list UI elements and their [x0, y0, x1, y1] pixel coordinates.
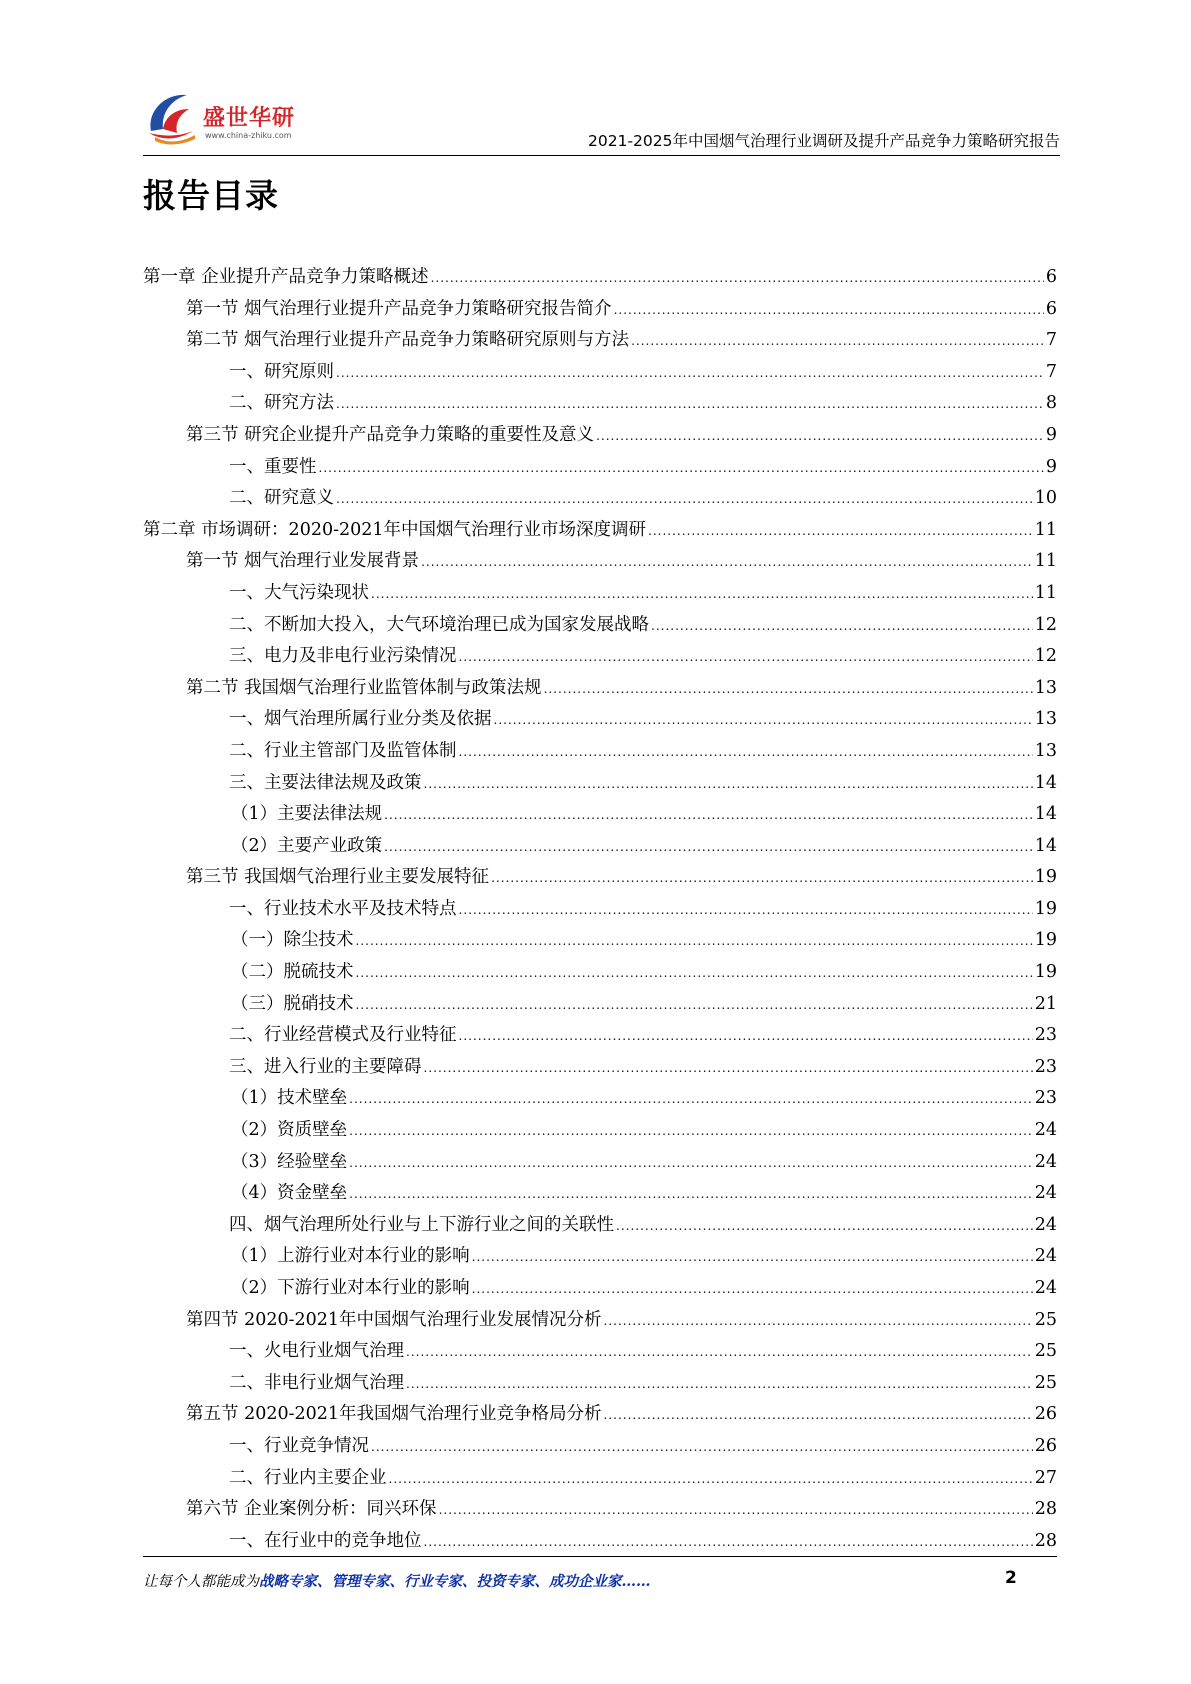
toc-entry-page: 19 [1034, 962, 1057, 983]
toc-entry-title: 第二章 市场调研：2020-2021年中国烟气治理行业市场深度调研 [143, 519, 647, 540]
toc-entry-page: 13 [1034, 709, 1057, 730]
toc-entry-title: 二、研究方法 [229, 393, 334, 414]
slogan-prefix: 让每个人都能成为 [143, 1574, 259, 1590]
toc-entry-page: 28 [1034, 1530, 1057, 1551]
toc-entry-title: 第三节 研究企业提升产品竞争力策略的重要性及意义 [186, 424, 595, 445]
toc-entry-title: 第五节 2020-2021年我国烟气治理行业竞争格局分析 [186, 1404, 602, 1425]
toc-entry-title: 一、烟气治理所属行业分类及依据 [229, 709, 492, 730]
toc-leader-dots [459, 1029, 1033, 1043]
toc-entry[interactable] [143, 990, 1057, 1022]
page-header [143, 85, 1060, 157]
toc-entry-page: 14 [1034, 835, 1057, 856]
toc-entry-page: 11 [1034, 519, 1057, 540]
toc-entry-page: 10 [1034, 488, 1057, 509]
toc-entry-page: 28 [1034, 1499, 1057, 1520]
toc-entry[interactable] [143, 1464, 1057, 1496]
toc-entry-title: 二、行业内主要企业 [229, 1467, 387, 1488]
toc-entry-title: （1）上游行业对本行业的影响 [231, 1246, 470, 1267]
toc-entry-title: 一、在行业中的竞争地位 [229, 1530, 422, 1551]
page-title: 报告目录 [143, 176, 279, 215]
toc-leader-dots [384, 840, 1033, 854]
toc-entry-title: （2）主要产业政策 [231, 835, 383, 856]
toc-entry-title: 一、研究原则 [229, 361, 334, 382]
toc-entry-title: 三、主要法律法规及政策 [229, 772, 422, 793]
toc-entry-title: （1）技术壁垒 [231, 1088, 348, 1109]
toc-entry-title: 三、电力及非电行业污染情况 [229, 646, 457, 667]
toc-leader-dots [349, 1092, 1033, 1106]
toc-leader-dots [349, 1124, 1033, 1138]
toc-entry-page: 23 [1034, 1025, 1057, 1046]
toc-entry[interactable] [143, 263, 1057, 295]
toc-entry-page: 21 [1034, 993, 1057, 1014]
toc-entry-page: 6 [1045, 298, 1057, 319]
toc-entry-title: （三）脱硝技术 [231, 993, 354, 1014]
toc-entry-page: 24 [1034, 1151, 1057, 1172]
toc-entry-title: 第二节 烟气治理行业提升产品竞争力策略研究原则与方法 [186, 330, 630, 351]
toc-leader-dots [424, 1535, 1033, 1549]
toc-leader-dots [421, 555, 1033, 569]
toc-entry-page: 7 [1045, 330, 1057, 351]
toc-leader-dots [472, 1250, 1033, 1264]
toc-entry-title: 三、进入行业的主要障碍 [229, 1056, 422, 1077]
toc-entry-page: 19 [1034, 930, 1057, 951]
toc-entry-title: 第二节 我国烟气治理行业监管体制与政策法规 [186, 677, 542, 698]
toc-entry[interactable] [143, 1432, 1057, 1464]
toc-leader-dots [472, 1282, 1033, 1296]
toc-leader-dots [384, 808, 1033, 822]
toc-entry[interactable] [143, 484, 1057, 516]
toc-entry-page: 13 [1034, 740, 1057, 761]
toc-entry[interactable] [143, 1148, 1057, 1180]
toc-entry[interactable] [143, 1242, 1057, 1274]
toc-entry-page: 24 [1034, 1120, 1057, 1141]
toc-entry-title: （二）脱硫技术 [231, 962, 354, 983]
toc-entry-title: 第四节 2020-2021年中国烟气治理行业发展情况分析 [186, 1309, 602, 1330]
toc-leader-dots [406, 1377, 1033, 1391]
toc-entry[interactable] [143, 958, 1057, 990]
toc-entry-page: 13 [1034, 677, 1057, 698]
toc-entry-title: （4）资金壁垒 [231, 1183, 348, 1204]
toc-entry[interactable] [143, 611, 1057, 643]
toc-entry[interactable] [143, 516, 1057, 548]
toc-leader-dots [371, 1440, 1033, 1454]
logo-name: 盛世华研 [203, 106, 296, 131]
toc-leader-dots [431, 271, 1044, 285]
toc-entry-page: 12 [1034, 614, 1057, 635]
toc-leader-dots [459, 903, 1033, 917]
toc-leader-dots [389, 1472, 1033, 1486]
toc-leader-dots [356, 934, 1033, 948]
toc-entry-title: 二、行业主管部门及监管体制 [229, 740, 457, 761]
toc-entry[interactable] [143, 1084, 1057, 1116]
toc-leader-dots [319, 461, 1044, 475]
toc-entry[interactable] [143, 1337, 1057, 1369]
toc-leader-dots [616, 1219, 1033, 1233]
toc-entry[interactable] [143, 832, 1057, 864]
toc-entry[interactable] [143, 737, 1057, 769]
toc-leader-dots [604, 1314, 1033, 1328]
toc-leader-dots [459, 745, 1033, 759]
toc-entry[interactable] [143, 895, 1057, 927]
toc-entry-page: 25 [1034, 1341, 1057, 1362]
toc-entry-title: （2）下游行业对本行业的影响 [231, 1278, 470, 1298]
toc-entry[interactable] [143, 1116, 1057, 1148]
toc-entry[interactable] [143, 1274, 1057, 1306]
toc-entry[interactable] [143, 358, 1057, 390]
toc-entry-title: 第三节 我国烟气治理行业主要发展特征 [186, 867, 490, 888]
toc-leader-dots [544, 682, 1033, 696]
toc-leader-dots [406, 1345, 1033, 1359]
toc-entry-page: 11 [1034, 551, 1057, 572]
toc-entry-page: 24 [1034, 1214, 1057, 1235]
toc-entry[interactable] [143, 863, 1057, 895]
toc-entry-page: 9 [1045, 456, 1057, 477]
toc-entry[interactable] [143, 1495, 1057, 1527]
toc-entry[interactable] [143, 1306, 1057, 1338]
toc-entry[interactable] [143, 326, 1057, 358]
toc-entry-title: 二、非电行业烟气治理 [229, 1372, 404, 1393]
toc-entry[interactable] [143, 547, 1057, 579]
toc-entry-page: 11 [1034, 582, 1057, 603]
toc-leader-dots [336, 397, 1044, 411]
toc-entry-page: 24 [1034, 1246, 1057, 1267]
toc-entry-title: 第一节 烟气治理行业发展背景 [186, 551, 420, 572]
toc-entry-title: 二、研究意义 [229, 488, 334, 509]
toc-entry-page: 25 [1034, 1309, 1057, 1330]
toc-leader-dots [614, 303, 1044, 317]
toc-entry-title: 第六节 企业案例分析：同兴环保 [186, 1499, 437, 1520]
toc-entry-title: （3）经验壁垒 [231, 1151, 348, 1172]
logo-emblem-icon [143, 87, 205, 147]
toc-entry[interactable] [143, 674, 1057, 706]
toc-entry-page: 19 [1034, 867, 1057, 888]
toc-entry-title: （一）除尘技术 [231, 930, 354, 951]
footer-slogan [143, 1570, 651, 1591]
toc-entry[interactable] [143, 389, 1057, 421]
toc-leader-dots [439, 1503, 1033, 1517]
toc-entry[interactable] [143, 1211, 1057, 1243]
toc-leader-dots [424, 1061, 1033, 1075]
toc-entry-page: 26 [1034, 1404, 1057, 1425]
toc-leader-dots [604, 1408, 1033, 1422]
toc-entry-title: 第一节 烟气治理行业提升产品竞争力策略研究报告简介 [186, 298, 612, 319]
toc-entry[interactable] [143, 453, 1057, 485]
toc-entry-title: （2）资质壁垒 [231, 1120, 348, 1141]
toc-entry-page: 23 [1034, 1088, 1057, 1109]
toc-leader-dots [631, 334, 1044, 348]
toc-entry-page: 8 [1045, 393, 1057, 414]
toc-entry[interactable] [143, 579, 1057, 611]
toc-entry-page: 25 [1034, 1372, 1057, 1393]
toc-entry-title: （1）主要法律法规 [231, 804, 383, 825]
toc-entry[interactable] [143, 421, 1057, 453]
toc-entry-page: 7 [1045, 361, 1057, 382]
company-logo [143, 85, 313, 151]
toc-leader-dots [424, 777, 1033, 791]
toc-entry-title: 第一章 企业提升产品竞争力策略概述 [143, 267, 429, 287]
toc-leader-dots [349, 1187, 1033, 1201]
toc-entry-page: 26 [1034, 1435, 1057, 1456]
toc-leader-dots [371, 587, 1033, 601]
toc-leader-dots [491, 871, 1033, 885]
toc-entry-page: 23 [1034, 1056, 1057, 1077]
toc-entry-title: 一、重要性 [229, 456, 317, 477]
toc-entry-title: 一、行业竞争情况 [229, 1435, 369, 1456]
logo-url: www.china-zhiku.com [205, 131, 292, 140]
toc-leader-dots [349, 1156, 1033, 1170]
toc-entry[interactable] [143, 1179, 1057, 1211]
toc-entry[interactable] [143, 705, 1057, 737]
toc-leader-dots [596, 429, 1044, 443]
toc-entry-title: 二、行业经营模式及行业特征 [229, 1025, 457, 1046]
toc-entry[interactable] [143, 1021, 1057, 1053]
toc-leader-dots [648, 524, 1033, 538]
toc-entry-title: 四、烟气治理所处行业与上下游行业之间的关联性 [229, 1214, 614, 1235]
header-divider [143, 155, 1060, 156]
toc-entry-title: 一、行业技术水平及技术特点 [229, 898, 457, 919]
toc-entry-page: 6 [1045, 267, 1057, 287]
report-title: 2021-2025年中国烟气治理行业调研及提升产品竞争力策略研究报告 [588, 132, 1060, 150]
toc-entry-title: 一、大气污染现状 [229, 582, 369, 603]
toc-entry[interactable] [143, 1400, 1057, 1432]
slogan-highlight: 战略专家、管理专家、行业专家、投资专家、成功企业家…… [259, 1573, 651, 1590]
toc-leader-dots [459, 650, 1033, 664]
footer-divider [143, 1556, 1057, 1557]
toc-entry-page: 19 [1034, 898, 1057, 919]
toc-leader-dots [336, 366, 1044, 380]
toc-entry[interactable] [143, 926, 1057, 958]
toc-entry-title: 二、不断加大投入，大气环境治理已成为国家发展战略 [229, 614, 649, 635]
toc-entry-title: 一、火电行业烟气治理 [229, 1341, 404, 1362]
toc-entry-page: 24 [1034, 1278, 1057, 1298]
toc-leader-dots [356, 998, 1033, 1012]
toc-entry[interactable] [143, 1369, 1057, 1401]
toc-entry[interactable] [143, 642, 1057, 674]
toc-entry[interactable] [143, 769, 1057, 801]
table-of-contents [143, 263, 1057, 1558]
toc-entry[interactable] [143, 295, 1057, 327]
toc-entry-page: 9 [1045, 424, 1057, 445]
toc-entry-page: 12 [1034, 646, 1057, 667]
toc-entry[interactable] [143, 800, 1057, 832]
toc-leader-dots [651, 619, 1033, 633]
page-number: 2 [1005, 1568, 1017, 1588]
toc-leader-dots [494, 713, 1033, 727]
toc-entry[interactable] [143, 1527, 1057, 1559]
toc-leader-dots [336, 492, 1033, 506]
toc-entry-page: 14 [1034, 804, 1057, 825]
toc-entry[interactable] [143, 1053, 1057, 1085]
toc-leader-dots [356, 966, 1033, 980]
toc-entry-page: 24 [1034, 1183, 1057, 1204]
toc-entry-page: 14 [1034, 772, 1057, 793]
toc-entry-page: 27 [1034, 1467, 1057, 1488]
